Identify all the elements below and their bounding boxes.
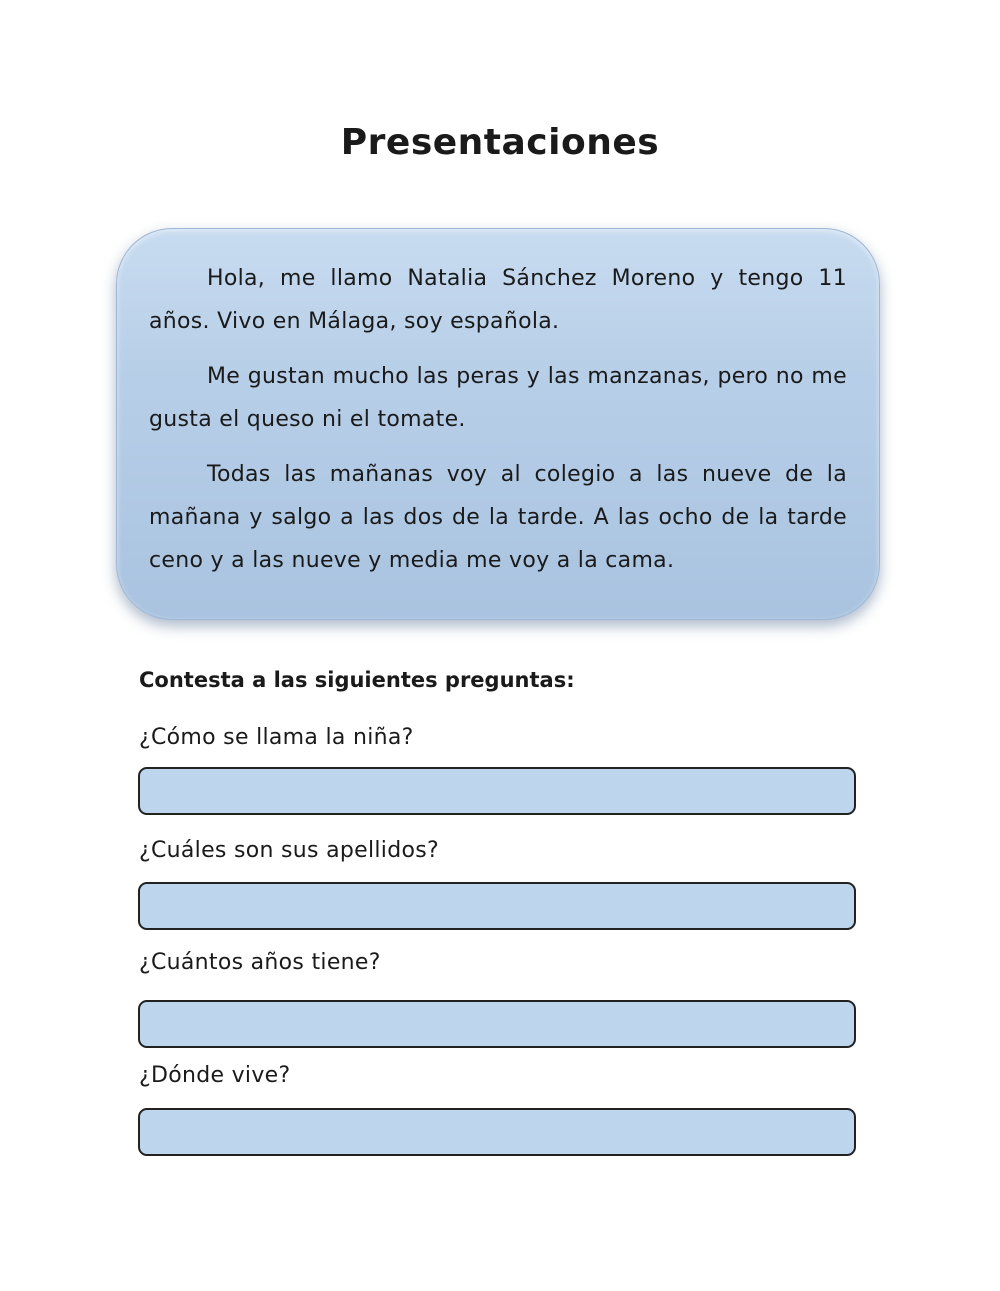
answer-field-residence[interactable] xyxy=(138,1108,856,1156)
answer-field-name[interactable] xyxy=(138,767,856,815)
question-label-surnames: ¿Cuáles son sus apellidos? xyxy=(139,838,439,863)
question-label-name: ¿Cómo se llama la niña? xyxy=(139,725,414,750)
question-label-age: ¿Cuántos años tiene? xyxy=(139,950,381,975)
answer-field-surnames[interactable] xyxy=(138,882,856,930)
reading-text-box xyxy=(116,228,880,620)
reading-paragraph: Todas las mañanas voy al colegio a las nueve de la mañana y salgo a las dos de la tarde. A las ocho de la tarde ceno y a las nueve y media me voy a la cama. xyxy=(149,462,847,573)
question-label-residence: ¿Dónde vive? xyxy=(139,1063,291,1088)
reading-paragraph: Hola, me llamo Natalia Sánchez Moreno y tengo 11 años. Vivo en Málaga, soy española. xyxy=(149,266,847,334)
page-title: Presentaciones xyxy=(340,122,660,163)
instruction-heading: Contesta a las siguientes preguntas: xyxy=(139,668,575,692)
reading-paragraph: Me gustan mucho las peras y las manzanas, pero no me gusta el queso ni el tomate. xyxy=(149,364,847,432)
answer-field-age[interactable] xyxy=(138,1000,856,1048)
